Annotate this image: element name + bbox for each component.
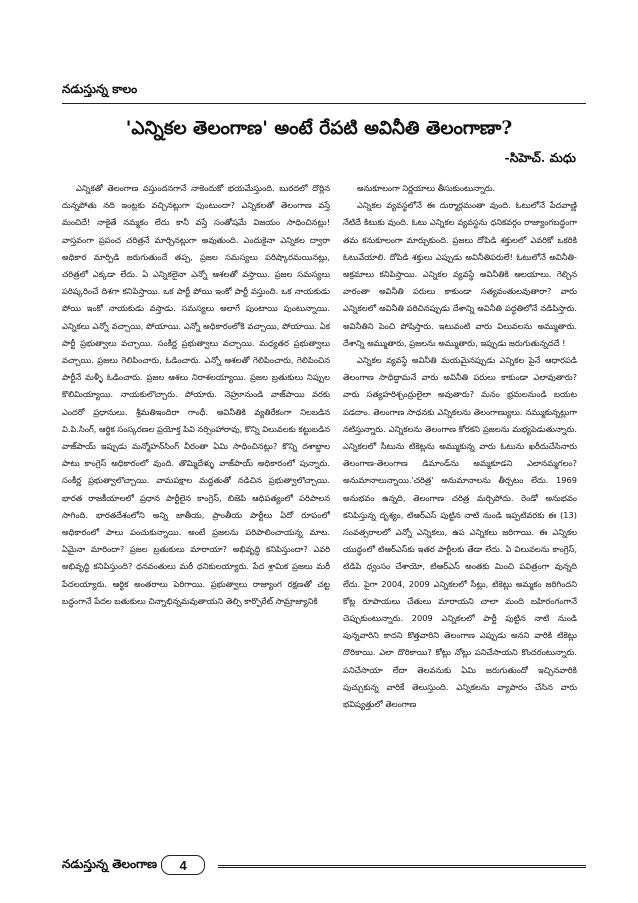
- section-header: నడుస్తున్న కాలం: [62, 82, 138, 96]
- page-footer: [62, 855, 205, 875]
- header-divider: [62, 103, 586, 104]
- paragraph: అనుకూలంగా నిర్ణయాలు తీసుకుంటున్నారు.: [357, 183, 496, 193]
- paragraph: ఎన్నికతో తెలంగాణ వస్తుందనగానే నాకెందుకో భయమేస్తుంది. బురదలో దొర్లిన దున్నపోతు నది ఇంట్లకు వచ్చినట్లుగా పుంటుందా? ఎన్నికలతో తెలంగాణ వస్తే మంచిదే! నాకైతే నమ్మకం లేదు కానీ వస్తే సంతోషమే విజయం సాధించినట్లు! వాస్తవంగా ప్రపంచ చరిత్రనే మార్చినట్లుగా అవుతుంది. ఎందుకైనా ఎన్నికల ద్వారా అధికార మార్పిడి జరుగుతుందే తప్ప, ప్రజల సమస్యలు పరిష్కారమయినట్లు, చరిత్రలో ఎక్కడా లేదు. ఏ ఎన్నికలైనా ఎన్నో ఆశలతో వస్తాయి. ప్రజల సమస్యలు పరిష్కరించే దిశగా కనిపిస్తాయి. ఒక పార్టీ పోయి ఇంకో పార్టీ వస్తుంది. ఒక నాయకుడు పోయి ఇంకో నాయకుడు వస్తాడు. సమస్యలు అలాగే పుంటాయి పుంటున్నాయి. ఎన్నికలు ఎన్నో వచ్చాయి, పోయాయి. ఎన్నో అధికారంలోకి వచ్చాయి, పోయాయి. ఏక పార్టీ ప్రభుత్వాలు వచ్చాయి. సంకీర్ణ ప్రభుత్వాలు వచ్చాయి. మధ్యతర ప్రభుత్వాలు వచ్చాయి. ప్రజలు గెలిపించారు, ఓడించారు. ఎన్నో ఆశలతో గెలిపించారు, గెలిపించిన పార్టీనే మళ్ళీ ఓడించారు. ప్రజల ఆశలు నిరాశలయ్యాయి. ప్రజల బ్రతుకులు నిప్పుల కొలిమియ్యాయి. నాయకులొచ్చారు. పోయారు. నెహ్రూనుండి వాజ్‌పాయి వరకు ఎందరో ప్రధానులు. శ్రీమతిఇందిరా గాంధీ. అవినీతికి వ్యతిరేకంగా నిలబడిన వి.పి.సింగ్, ఆర్థిక సంస్కరణల ప్రయోక్త పివి నర్సింహారావు, కొన్ని విలువలకు కట్టుబడిన వాజ్‌పాయ్ ఇప్పుడు మన్మోహన్‌సింగ్ వీరంతా ఏమి సాధించినట్లు? కొన్ని దశాబ్దాల పాటు కాంగ్రెస్ అధికారంలో వుంది. తొమ్మిదేళ్ళు వాజ్‌పాయ్ అధికారంలో పున్నారు. సంకీర్ణ ప్రభుత్వాలొచ్చాయి. వామపక్షాల మద్దతుతో నడిచిన ప్రభుత్వాలొచ్చాయి. భారత రాజకీయాలలో ప్రధాన పార్టీలైన కాంగ్రెస్, బిజెపి ఆధిపత్యంలో పరిపాలన సాగింది. భారతదేశంలోని అన్ని జాతీయ, ప్రాంతీయ పార్టీలు ఏదో రూపంలో అధికారంలో పాలు పంచుకున్నాయి. అంటే ప్రజలను పరిపాలించాయన్న మాట. ఏమైనా మారిందా? ప్రజల బ్రతుకులు మారాయా? అభివృద్ధి కనిపిస్తుందా? ఎవరి అభివృద్ధి కనిపిస్తుంది? ధనవంతులు మరీ ధనికులయ్యారు. పేద శ్రామిక ప్రజలు మరీ పేదలయ్యారు. ఆర్థిక అంతరాలు పెరిగాయి. ప్రభుత్వాలు రాజ్యాంగ రక్షణతో చట్ట బద్ధంగానే పేదల బతుకులు చిన్నాభిన్నమవుతాయని తెల్సి కార్పొరేట్ సామ్రాజ్యానికి: [62, 183, 330, 606]
- page-number-badge: 4: [161, 855, 205, 875]
- footer-divider: [218, 865, 586, 868]
- article-author: -సిహెచ్. మధు: [504, 150, 576, 165]
- left-column: [62, 180, 330, 850]
- paragraph: ఎన్నికల వ్యవస్థలోనే ఈ దుర్మార్గమంతా వుంది. ఓటులోనే పేదవాణ్ణి నేటిదే కిటుకు వుంది. ఓటు ఎన్నికల వ్యవస్థను ధనికవర్గం రాజ్యాంగబద్ధంగా తమ కనుకూలంగా మార్చుకుంది. ప్రజలు దోపిడి శక్తులలో ఎవరికో ఒకరికి ఓటువేయాలి. దోపిడి శక్తులు ఎప్పుడు అవినీతిపరులే! ఓటులోనే అవినీతి-అక్రమాలు కనిపిస్తాయి. ఎన్నికల వ్యవస్థే అవినీతికి ఆలయాలు. గెల్చిన వారంతా అవినీతి పరులు కాకుండా సత్యవంతులవుతారా? వారు ఎన్నికలలో అవినీతి పరిచినప్పుడు దేశాన్ని అవినీతి పద్ధతిలోనే నడిపిస్తారు. అవినీతిని పెంచి పోషిస్తారు. ఇటువంటి వారు విలువలను అమ్ముతారు. దేశాన్ని అమ్ముతారు, ప్రజలను అమ్ముతారు, ఇప్పుడు జరుగుతున్నదదే !: [343, 200, 577, 348]
- right-column: [343, 180, 577, 850]
- article-title: 'ఎన్నికల తెలంగాణ' అంటే రేపటి అవినీతి తెలంగాణా?: [125, 118, 513, 139]
- paragraph: ఎన్నికల వ్యవస్థే అవినీతి మయమైనప్పుడు ఎన్నికల పైనే ఆధారపడి తెలంగాణ సాధిద్దామనే వారు అవినీతి పరులు కాకుండా ఎలావుతారు? వారు సత్యహరిశ్చంద్రులైలా అవుతారు? మనం భ్రమలనుండి బయట పడదాం. తెలంగాణ సాధనకు ఎన్నికలను తెలంగాణ్యులు. నమ్ముకున్నట్లుగా నటిస్తున్నారు. ఎన్నికలను తెలంగాణ కోరకని ప్రజలను మభ్యపెడుతున్నారు. ఎన్నికలలో సీటును టికెట్లను అమ్ముకున్న వారు ఓటును ఖరీదుచేసినారు తెలంగాణ-తెలంగాణ డిమాండ్‌ను అమ్మకూడని ఎలానమ్మగలం? అనుమానాలున్నాయి.'చరిత్ర' అనుమానాలను తీర్చటం లేదు. 1969 అనుభవం ఉన్నది, తెలంగాణ చరిత్ర మర్చిపోదు. రెండో అనుభవం కనిపిస్తున్న దృశ్యం, టిఆర్ఎస్ పుట్టిన నాటి నుండి ఇప్పటివరకు ఈ (13) సంవత్సరాలలో ఎన్నో ఎన్నికలు, ఉప ఎన్నికలు జరిగాయి. ఈ ఎన్నికల యుద్ధంలో టిఆర్ఎస్‌కు ఇతర పార్టీలకు తేడా లేదు. ఏ విలువలను కాంగ్రెస్, టిడిపి ధ్వంసం చేశాయో, టిఆర్ఎస్ అంతకు మించి పవిత్రంగా వున్నది లేదు. పైగా 2004, 2009 ఎన్నికలలో సీట్లు, టికెట్లు అమ్మకం జరిగిందని కోట్ల రూపాయలు చేతులు మారాయని చాలా మంది బహిరంగంగానే చెప్పుకుంటున్నారు. 2009 ఎన్నికలలో పార్టీ పుట్టిన నాటి నుండి పున్నవారిని కాదని కొత్తవారిని తెలంగాణ ఎప్పుడు అనని వారికి టికెట్లు దొరికాయి. ఎలా దొరికాయి? కోట్లు నోట్లు పనిచేసాయని కొందరంటున్నారు. పనిచేసాయా లేదా తెలవనుకు ఏమి జరుగుతుందో ఇచ్చినవారికి పుచ్చుకున్న వారికే తెలుస్తుంది. ఎన్నికలను వ్యాపారం చేసిన వారు భవిష్యత్తులో తెలంగాణ: [343, 355, 577, 710]
- footer-label: నడుస్తున్న తెలంగాణ: [62, 856, 158, 871]
